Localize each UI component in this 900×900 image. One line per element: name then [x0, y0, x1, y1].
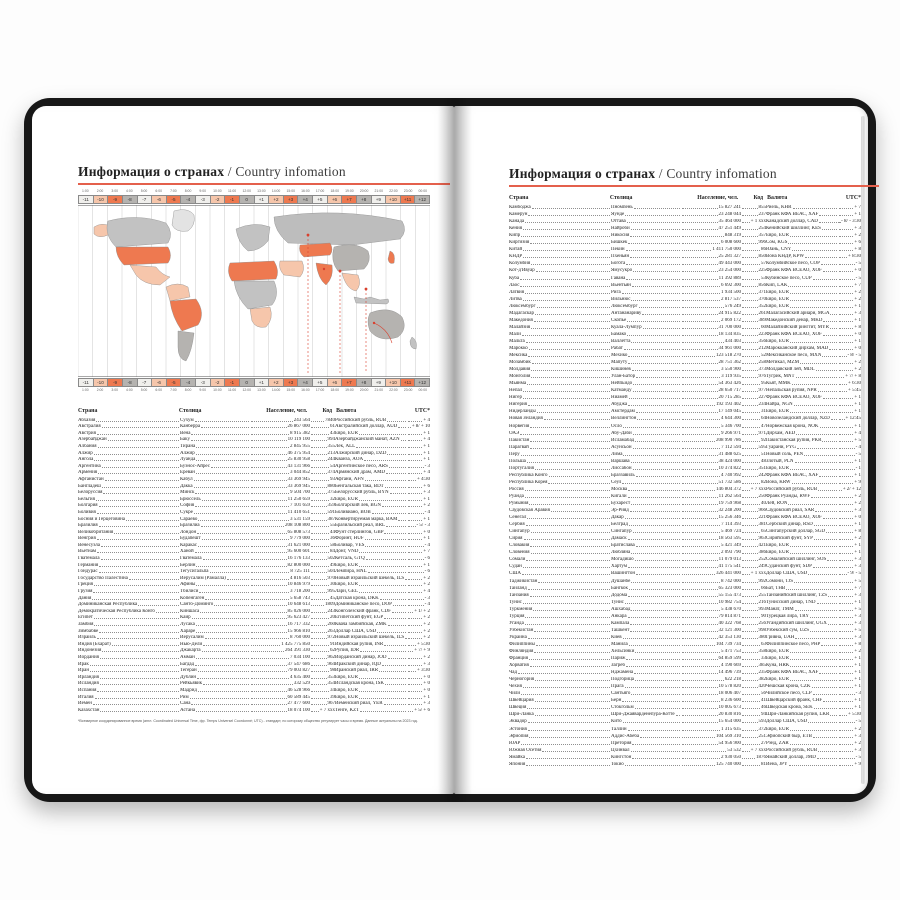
country-row: Мозамбик Мапуту 28 751 362 258 Метикал, MZM + 2 [509, 360, 861, 366]
country-row: Словения Любляна 2 093 790 386 Евро, EUR + 1 [509, 550, 861, 556]
timezone-cell: -8 [123, 378, 138, 387]
timezone-time-label: 4:00 [126, 388, 133, 392]
country-row: Южная Осетия Цхинвал 53 532 + 7 xxx Российский рубль, RUB + 3 [509, 747, 861, 753]
timezone-time-label: 20:00 [359, 189, 369, 193]
country-row: Украина Киев 42 353 130 380 Гривна, UAH + 3 [509, 634, 861, 640]
left-page [32, 106, 454, 794]
country-row: Республика Конго Браззавиль 4 740 992 242 Франк КФА ВЕАС, XAF + 1 [509, 472, 861, 478]
country-row: Нигерия Абуджа 192 193 402 234 Найра, NGN + 1 [509, 402, 861, 408]
timezone-time-label: 2:00 [96, 388, 104, 392]
country-row: Колумбия Богота 49 443 000 57 Колумбийское песо, COP - 5 [509, 261, 861, 267]
country-row: Танзания Додома 55 155 473 255 Танзанийский шиллинг, TZS + 3 [509, 592, 861, 598]
country-row: Монголия Улан-Батор 3 119 935 976 Тугрик, MNT + 7/ + 8 [509, 374, 861, 380]
timezone-cell: +8 [357, 195, 372, 204]
timezone-time-label: 19:00 [345, 388, 354, 392]
timezone-cell: +10 [386, 195, 401, 204]
country-row: Мексика Мехико 123 518 270 52 Мексиканское песо, MXN - 8/ - 5 [509, 353, 861, 359]
country-row: Тунис Тунис 10 982 754 216 Тунисский динар, TND + 1 [509, 599, 861, 605]
country-row: Аргентина Буэнос-Айрес 43 131 966 54 Аргентинское песо, ARS - 3 [78, 463, 430, 469]
timezone-time-label: 14:00 [271, 189, 281, 193]
country-row: Сингапур Сингапур 5 469 724 65 Сингапурский доллар, SGD + 8 [509, 529, 861, 535]
country-row: Сомали Могадишо 11 079 013 252 Сомалийский шиллинг, SOS + 3 [509, 557, 861, 563]
country-row: Непал Катманду 28 650 717 977 Непальская рупия, NPR + 5:45 [509, 388, 861, 394]
country-row: Мадагаскар Антананариву 24 915 822 261 Малагасийский ариари, MGA + 3 [509, 310, 861, 316]
country-row: Абхазия Сухум 243 564 7840 Российский рубль, RUB + 4 [78, 417, 430, 423]
timezone-time-label: 9:00 [199, 189, 207, 193]
timezone-cell: -11 [79, 195, 94, 204]
country-row: Ирландия Дублин 4 635 400 353 Евро, EUR + 0 [78, 674, 430, 680]
country-row: Мали Бамако 18 134 835 223 Франк КФА ВСЕАО, XOF + 0 [509, 331, 861, 337]
country-row: Камбоджа Пномпень 15 827 241 855 Риель, KHR + 7 [509, 205, 861, 211]
country-row: Кипр Никосия 848 319 357 Евро, EUR + 2 [509, 233, 861, 239]
country-row: Боливия Сукре 11 410 651 591 Боливиано, BOB - 4 [78, 509, 430, 515]
timezone-time-label: 00:00 [418, 189, 428, 193]
timezone-cell: +4 [298, 378, 313, 387]
map-canada [107, 217, 171, 247]
timezone-cell: 0 [240, 195, 255, 204]
country-row: Словакия Братислава 5 421 349 421 Евро, EUR + 1 [509, 543, 861, 549]
timezone-cell: +11 [401, 378, 416, 387]
timezone-time-label: 12:00 [242, 388, 251, 392]
country-row: Бельгия Брюссель 11 250 659 32 Евро, EUR + 1 [78, 496, 430, 502]
country-row: Исландия Рейкьявик 332 529 354 Исландская крона, ISK + 0 [78, 681, 430, 687]
country-row: Киргизия Бишкек 6 008 600 996 Сом, KGS + 6 [509, 240, 861, 246]
country-row: Нидерланды Амстердам 17 149 045 31 Евро, EUR + 1 [509, 409, 861, 415]
map-india [316, 263, 332, 285]
country-row: Пакистан Исламабад 208 990 786 92 Пакистанская рупия, PKR + 5 [509, 437, 861, 443]
timezone-cell: +10 [386, 378, 401, 387]
timezone-time-label: 3:00 [111, 388, 118, 392]
country-row: Казахстан Астана 18 074 100 + 7 xxx Тенге, KZT + 5/ + 6 [78, 707, 430, 713]
country-row: Демократическая Республика Конго Киншаса 85 026 000 243 Конголезский франк, CDF + 1/ + 2 [78, 608, 430, 614]
country-row: Великобритания Лондон 65 808 573 44 Фунт стерлингов, GBP + 0 [78, 529, 430, 535]
right-table-header: Страна Столица Население, чел. Код Валюта UTC* [509, 195, 861, 201]
country-row: Туркмения Ашхабад 5 438 670 993 Манат, TMM + 5 [509, 606, 861, 612]
timezone-cell: -2 [211, 195, 226, 204]
country-row: Россия Москва 146 804 372 + 7 xxx Российский рубль, RUB + 2/ + 12 [509, 486, 861, 492]
timezone-time-label: 22:00 [389, 388, 398, 392]
country-row: Бразилия Бразилиа 208 108 800 55 Бразильский реал, BRL - 5/ - 3 [78, 523, 430, 529]
country-row: Армения Ереван 3 044 852 374 Армянский драм, AMD + 4 [78, 470, 430, 476]
timezone-time-label: 21:00 [374, 189, 384, 193]
country-row: Испания Мадрид 46 528 966 34 Евро, EUR + 0 [78, 687, 430, 693]
timezone-cell: +9 [372, 195, 387, 204]
country-row: Сенегал Дакар 15 256 346 221 Франк КФА ВСЕАО, XOF + 0 [509, 515, 861, 521]
country-row: Эстония Таллин 1 315 635 372 Евро, EUR + 2 [509, 726, 861, 732]
country-row: Камерун Яунде 23 248 044 237 Франк КФА ВЕАС, XAF + 1 [509, 212, 861, 218]
timezone-time-label: 16:00 [301, 388, 310, 392]
timezone-offsets-bottom [78, 378, 430, 387]
timezone-cell: +6 [328, 378, 343, 387]
timezone-cell: +3 [284, 195, 299, 204]
timezone-time-label: 11:00 [227, 388, 237, 392]
country-row: Кот-д'Ивуар Ямусукро 23 254 000 225 Франк КФА ВСЕАО, XOF + 0 [509, 268, 861, 274]
country-row: Ямайка Кингстон 2 930 050 1876 Ямайский доллар, JMD - 5 [509, 754, 861, 760]
left-table-header: Страна Столица Население, чел. Код Валюта UTC* [78, 408, 430, 414]
timezone-time-label: 8:00 [184, 189, 192, 193]
map-argentina [178, 331, 194, 361]
country-row: Румыния Бухарест 19 759 968 40 Лей, RON + 2 [509, 501, 861, 507]
left-country-table [78, 416, 450, 713]
timezone-cell: +9 [372, 378, 387, 387]
map-usa [116, 247, 171, 265]
country-row: Австрия Вена 8 915 382 43 Евро, EUR + 1 [78, 430, 430, 436]
timezone-time-label: 10:00 [213, 189, 222, 193]
timezone-cell: -10 [94, 378, 109, 387]
country-row: Чехия Прага 10 578 820 420 Чешская крона, CZK + 1 [509, 684, 861, 690]
page-title-right: Информация о странах / Country infomation [509, 166, 777, 181]
country-row: КНДР Пхеньян 25 281 327 850 Вона КНДР, KPW + 8:30 [509, 254, 861, 260]
country-row: Уганда Кампала 40 322 768 256 Угандийский шиллинг, UGX + 3 [509, 620, 861, 626]
right-page [454, 106, 868, 794]
timezone-cell: +5 [313, 195, 328, 204]
country-row: Лаос Вьентьян 6 692 300 856 Кип, LAK + 7 [509, 282, 861, 288]
country-row: Вьетнам Ханой 95 600 601 84 Донг, VND + 7 [78, 549, 430, 555]
timezone-cell: +1 [255, 378, 270, 387]
timezone-cell: -3 [196, 378, 211, 387]
country-row: Марокко Рабат 34 961 000 212 Марокканский дирхам, MAD + 0 [509, 345, 861, 351]
timezone-cell: -1 [225, 195, 240, 204]
timezone-time-label: 17:00 [315, 189, 325, 193]
country-row: Ирак Багдад 37 547 686 964 Иракский динар, IQD + 3 [78, 661, 430, 667]
timezone-cell: -6 [152, 378, 167, 387]
timezone-cell: +1 [255, 195, 270, 204]
timezone-time-label: 22:00 [389, 189, 398, 193]
map-kazakhstan [300, 243, 333, 257]
country-row: Япония Токио 125 740 000 81 Иена, JPY + 9 [509, 761, 861, 767]
country-row: Норвегия Осло 5 346 700 47 Норвежская крона, NOK + 1 [509, 423, 861, 429]
timezone-time-label: 12:00 [242, 189, 251, 193]
country-row: Таджикистан Душанбе 8 742 000 992 Сомони, TJS + 5 [509, 578, 861, 584]
timezone-time-label: 15:00 [286, 388, 295, 392]
country-row: Канада Оттава 35 464 000 + 1 xxx Канадский доллар, CAD - 8/ - 3:30 [509, 219, 861, 225]
timezone-time-label: 16:00 [301, 189, 310, 193]
utc-footnote: *Всемирное координированное время (англ. Coordinated Universal Time, фр. Temps Universel Coordonné; UTC) - стандарт, по которому общество регулирует часы и время. Данные актуальны на 2023 год. [78, 718, 418, 723]
country-row: Китай Пекин 1 411 750 000 86 Юань, CNY + 8 [509, 247, 861, 253]
map-central-africa [234, 281, 277, 309]
country-row: Египет Каир 95 623 427 20 Египетский фунт, EGP + 2 [78, 615, 430, 621]
map-colombia [166, 284, 190, 301]
country-row: Парагвай Асунсьон 7 112 594 595 Гуарани, PYG - 4 [509, 444, 861, 450]
timezone-time-label: 9:00 [199, 388, 207, 392]
timezone-cell: -4 [181, 378, 196, 387]
country-row: Зимбабве Хараре 15 966 810 263 Доллар США, USD + 2 [78, 628, 430, 634]
country-row: Австралия Канберра 26 867 000 61 Австралийский доллар, AUD + 8/ + 10 [78, 424, 430, 430]
timezone-cell: +7 [342, 195, 357, 204]
country-row: Италия Рим 60 589 445 39 Евро, EUR + 1 [78, 694, 430, 700]
timezone-cell: +12 [415, 195, 430, 204]
country-row: Узбекистан Ташкент 32 121 300 998 Узбекский сум, UZS + 5 [509, 627, 861, 633]
country-row: Индонезия Джакарта 264 391 330 62 Рупия, IDR + 7/ + 9 [78, 648, 430, 654]
country-row: Руанда Кигали 11 262 564 250 Франк Руанды, RWF + 2 [509, 493, 861, 499]
country-row: Молдавия Кишинёв 3 550 900 373 Молдавский лей, MDL + 2 [509, 367, 861, 373]
country-row: Дания Копенгаген 5 658 743 45 Датская крона, DKK - 3 [78, 595, 430, 601]
country-row: Кения Найроби 47 251 449 254 Кенийский шиллинг, KES + 3 [509, 226, 861, 232]
map-south-africa [250, 307, 271, 327]
timezone-cell: +4 [298, 195, 313, 204]
timezone-cell: -5 [167, 195, 182, 204]
timezone-scale-top [78, 189, 430, 204]
timezone-cell: -7 [138, 195, 153, 204]
map-indonesia [354, 297, 389, 304]
timezone-cell: -7 [138, 378, 153, 387]
country-row: Индия (Бхарат) Нью-Дели 1 425 775 850 91 Индийская рупия, INR + 5:30 [78, 641, 430, 647]
country-row: Азербайджан Баку 10 119 100 994 Азербайджанский манат, AZN + 4 [78, 437, 430, 443]
country-row: Мьянма Нейпьидо 54 363 426 95 Кьят, MMK + 6:30 [509, 381, 861, 387]
timezone-time-label: 10:00 [213, 388, 222, 392]
timezone-time-label: 14:00 [271, 388, 281, 392]
timezone-time-label: 00:00 [418, 388, 428, 392]
world-map-svg [78, 205, 430, 377]
timezone-cell: 0 [240, 378, 255, 387]
country-row: Замбия Лусака 16 717 332 260 Квача замбийская, ZMK + 2 [78, 622, 430, 627]
country-row: Шри-Ланка Шри-Джаяварденепура-Котте 20 830 816 94 Шри-Ланкийская рупия, LKR + 5:30 [509, 712, 861, 718]
country-row: Чили Сантьяго 18 006 407 56 Чилийское песо, CLP - 3 [509, 691, 861, 697]
timezone-time-label: 1:00 [82, 388, 89, 392]
country-row: Болгария София 7 101 659 359 Болгарский лев, BGN + 2 [78, 503, 430, 509]
country-row: Доминиканская Республика Санто-Доминго 10 648 613 1809 Доминиканское песо, DOP - 4 [78, 602, 430, 608]
country-row: Мальта Валлетта 434 403 356 Евро, EUR + 1 [509, 338, 861, 344]
timezone-time-label: 15:00 [286, 189, 295, 193]
country-row: США Вашингтон 326 441 000 + 1 xxx Доллар США, USD - 9/ - 5 [509, 571, 861, 577]
timezone-cell: +7 [342, 378, 357, 387]
country-row: Гватемала Гватемала 16 176 133 502 Кетсаль, GTQ - 6 [78, 556, 430, 562]
map-russia [274, 213, 405, 245]
country-row: Турция Анкара 79 814 871 90 Турецкая лира, TRY + 3 [509, 613, 861, 619]
right-country-table [509, 203, 879, 767]
country-row: Грузия Тбилиси 3 718 200 995 Лари, GEL + 4 [78, 589, 430, 595]
world-timezone-map [78, 205, 430, 377]
map-europe [236, 224, 270, 251]
country-row: Эквадор Кито 15 654 000 593 Доллар США, USD - 5 [509, 719, 861, 725]
timezone-time-label: 20:00 [359, 388, 369, 392]
timezone-time-label: 13:00 [257, 189, 266, 193]
timezone-cell: +6 [328, 195, 343, 204]
country-row: Сербия Белград 7 114 393 381 Сербский динар, RSD + 1 [509, 522, 861, 528]
country-row: Португалия Лиссабон 10 374 822 351 Евро, EUR - 1 [509, 465, 861, 471]
country-row: Гондурас Тегусигальпа 8 725 111 504 Лемпира, HNL - 6 [78, 569, 430, 575]
country-row: Бангладеш Дакка 33 369 945 880 Бенгальская така, BDT + 6 [78, 483, 430, 489]
page-title: Информация о странах / Country infomation [78, 164, 346, 179]
country-row: Судан Хартум 41 175 541 249 Суданский фунт, SDP + 3 [509, 564, 861, 570]
timezone-time-label: 21:00 [374, 388, 384, 392]
timezone-time-label: 4:00 [126, 189, 133, 193]
timezone-times-bottom [78, 388, 430, 393]
country-row: Таиланд Бангкок 65 323 000 66 Бат, THB + 7 [509, 585, 861, 591]
country-row: Сирия Дамаск 18 563 595 963 Сирийский фунт, SYP + 2 [509, 536, 861, 542]
country-row: Македония Скопье 2 069 172 389 Македонский денар, MKD + 1 [509, 317, 861, 323]
country-row: Йемен Сана 27 477 600 967 Йеменский риал, YER + 3 [78, 701, 430, 707]
country-row: ЮАР Претория 54 956 900 27 Рэнд, ZAR + 2 [509, 740, 861, 746]
country-row: Перу Лима 31 488 625 51 Новый соль, PEN - 5 [509, 451, 861, 457]
title-underline [78, 183, 450, 185]
country-row: Венесуэла Каракас 31 621 000 58 Боливар, VES - 4 [78, 542, 430, 548]
timezone-time-label: 23:00 [403, 388, 413, 392]
timezone-cell: -1 [225, 378, 240, 387]
timezone-time-label: 19:00 [345, 189, 354, 193]
country-row: Саудовская Аравия Эр-Рияд 32 248 200 966 Саудовский риал, SAR + 3 [509, 508, 861, 514]
timezone-cell: +3 [284, 378, 299, 387]
book-gutter-shadow [438, 98, 472, 802]
timezone-time-label: 6:00 [155, 388, 162, 392]
map-australia [368, 310, 404, 339]
country-row: Венгрия Будапешт 9 779 000 36 Форинт, HUF + 1 [78, 536, 430, 542]
timezone-scale-bottom [78, 378, 430, 393]
country-row: Иордания Амман 7 034 100 962 Иорданский динар, JOD + 2 [78, 654, 430, 660]
country-row: Литва Вильнюс 2 817 537 370 Евро, EUR + 2 [509, 296, 861, 302]
country-row: Финляндия Хельсинки 5 471 753 358 Евро, EUR + 2 [509, 649, 861, 654]
timezone-cell: +8 [357, 378, 372, 387]
country-row: Швеция Стокгольм 10 005 673 46 Шведская крона, SEK + 1 [509, 705, 861, 711]
timezone-cell: +2 [269, 378, 284, 387]
timezone-time-label: 18:00 [330, 189, 339, 193]
timezone-time-label: 7:00 [170, 388, 177, 392]
country-row: Республика Корея Сеул 51 732 586 82 Вона, KRW + 9 [509, 479, 861, 485]
timezone-time-label: 5:00 [140, 189, 148, 193]
timezone-cell: -6 [152, 195, 167, 204]
planner-cover [24, 98, 876, 802]
country-row: Франция Париж 64 859 599 33 Евро, EUR + 1 [509, 656, 861, 662]
timezone-offsets-top [78, 195, 430, 204]
country-row: Государство Палестина Иерусалим (Рамалла) 4 816 503 970 Новый израильский шекель, ILS + 2 [78, 575, 430, 581]
country-row: Черногория Подгорица 622 218 382 Евро, EUR + 1 [509, 677, 861, 683]
timezone-cell: +11 [401, 195, 416, 204]
timezone-time-label: 11:00 [227, 189, 237, 193]
map-greenland [172, 210, 194, 232]
timezone-cell: -8 [123, 195, 138, 204]
country-row: Белоруссия Минск 9 504 700 375 Белорусский рубль, BYN + 3 [78, 490, 430, 496]
timezone-time-label: 5:00 [140, 388, 148, 392]
country-row: Эфиопия Аддис-Абеба 104 569 310 251 Эфиопский быр, ETB + 3 [509, 733, 861, 739]
timezone-time-label: 23:00 [403, 189, 413, 193]
map-china [333, 245, 370, 271]
timezone-cell: -9 [108, 195, 123, 204]
country-row: ОАЭ Абу-Даби 9 266 971 971 Дирхам, AED + 4 [509, 430, 861, 436]
country-row: Афганистан Кабул 33 369 945 93 Афгани, AFN + 4:30 [78, 476, 430, 482]
timezone-cell: +12 [415, 378, 430, 387]
map-north-africa [228, 261, 277, 281]
country-row: Германия Берлин 82 800 000 49 Евро, EUR + 1 [78, 562, 430, 568]
country-row: Малайзия Куала-Лумпур 31 700 000 60 Малайзийский ринггит, MYR + 8 [509, 324, 861, 330]
timezone-times-top [78, 189, 430, 194]
country-row: Швейцария Берн 8 236 600 41 Швейцарский франк, CHF + 1 [509, 698, 861, 704]
timezone-time-label: 1:00 [82, 189, 89, 193]
country-row: Хорватия Загреб 4 190 669 385 Куна, HRK + 1 [509, 663, 861, 669]
country-row: Филиппины Манила 104 739 734 63 Филиппинское песо, PHP + 8 [509, 641, 861, 647]
timezone-time-label: 3:00 [111, 189, 118, 193]
country-row: Ангола Луанда 25 830 958 244 Кванза, AOA + 1 [78, 457, 430, 463]
timezone-cell: +5 [313, 378, 328, 387]
timezone-time-label: 7:00 [170, 189, 177, 193]
timezone-time-label: 13:00 [257, 388, 266, 392]
timezone-cell: -4 [181, 195, 196, 204]
timezone-time-label: 2:00 [96, 189, 104, 193]
country-row: Люксембург Люксембург 576 249 352 Евро, EUR + 1 [509, 303, 861, 309]
country-row: Израиль Иерусалим 8 760 000 972 Новый израильский шекель, ILS + 2 [78, 635, 430, 641]
country-row: Польша Варшава 38 424 000 48 Злотый, PLN + 1 [509, 458, 861, 464]
country-row: Босния и Герцеговина Сараево 3 531 159 387 Конвертируемая марка, BAM + 1 [78, 516, 430, 522]
timezone-time-label: 18:00 [330, 388, 339, 392]
map-mexico [130, 265, 170, 285]
country-row: Латвия Рига 1 934 500 371 Евро, EUR + 2 [509, 289, 861, 295]
map-se-asia [342, 273, 360, 291]
map-brazil [170, 299, 202, 331]
timezone-cell: +2 [269, 195, 284, 204]
timezone-cell: -11 [79, 378, 94, 387]
timezone-time-label: 17:00 [315, 388, 325, 392]
country-row: Чад Нджамена 14 496 739 235 Франк КФА ВЕАС, XAF + 1 [509, 670, 861, 676]
country-row: Алжир Алжир 46 375 954 213 Алжирский динар, DZD + 1 [78, 450, 430, 456]
map-japan [388, 251, 395, 264]
country-row: Новая Зеландия Веллингтон 4 644 300 64 Новозеландский доллар, NZD + 12:45 [509, 416, 861, 422]
country-row: Албания Тирана 2 845 955 355 Лек, ALL + 1 [78, 443, 430, 449]
country-row: Куба Гавана 11 392 889 53 Кубинское песо, CUP - 5 [509, 275, 861, 281]
country-row: Греция Афины 10 846 979 30 Евро, EUR + 2 [78, 582, 430, 588]
timezone-cell: -10 [94, 195, 109, 204]
timezone-time-label: 8:00 [184, 388, 192, 392]
timezone-cell: -9 [108, 378, 123, 387]
timezone-cell: -5 [167, 378, 182, 387]
title-underline-right [509, 185, 879, 187]
timezone-cell: -3 [196, 195, 211, 204]
country-row: Иран Тегеран 79 003 827 98 Иранский риал, IRR + 3:30 [78, 668, 430, 674]
timezone-cell: -2 [211, 378, 226, 387]
country-row: Нигер Ниамей 20 715 285 227 Франк КФА ВСЕАО, XOF + 1 [509, 395, 861, 401]
timezone-time-label: 6:00 [155, 189, 162, 193]
